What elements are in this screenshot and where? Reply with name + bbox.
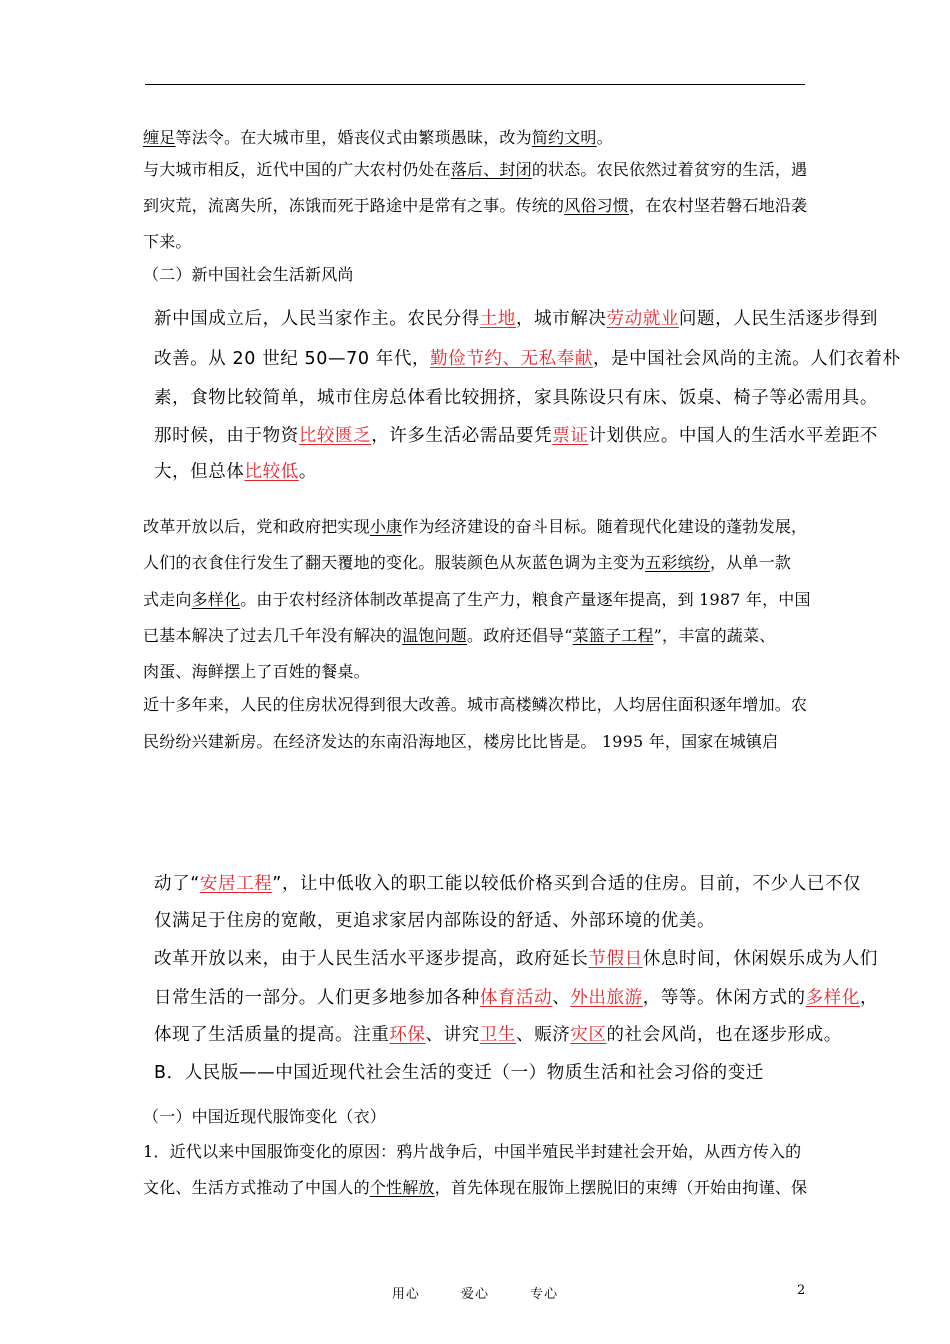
text-span: 到灾荒，流离失所，冻饿而死于路途中是常有之事。传统的 [143,196,565,215]
underlined-term: 风俗习惯 [564,196,630,215]
highlighted-term: 勤俭节约、无私奉献 [430,349,593,369]
text-line [143,160,807,180]
text-span: 仅满足于住房的宽敞，更追求家居内部陈设的舒适、外部环境的优美。 [154,911,716,931]
text-line [154,910,715,932]
header-rule [145,84,805,85]
text-span: ，从单一款 [710,553,792,572]
underlined-term: 缠足 [143,128,176,147]
text-span: （二）新中国社会生活新风尚 [143,265,354,284]
text-line [143,265,354,285]
underlined-term: 个性解放 [369,1178,435,1197]
text-span: 民纷纷兴建新房。在经济发达的东南沿海地区，楼房比比皆是。 1995 年，国家在城镇启 [143,732,779,751]
text-line [154,461,317,483]
text-span: 计划供应。中国人的生活水平差距不 [588,426,879,446]
text-line [143,590,811,610]
text-span: ， [859,988,879,1008]
underlined-term: 多样化 [191,590,241,609]
text-span: 、讲究 [425,1025,480,1045]
underlined-term: 落后、封闭 [450,160,532,179]
text-line [154,873,861,895]
text-span: 新中国成立后，人民当家作主。农民分得 [154,309,480,329]
text-span: 近十多年来，人民的住房状况得到很大改善。城市高楼鳞次栉比，人均居住面积逐年增加。农 [143,695,808,714]
text-span: ，许多生活必需品要凭 [371,426,553,446]
text-line [143,695,807,715]
text-line [143,517,807,537]
text-span: ，在农村坚若磐石地沿袭 [629,196,808,215]
text-span: 等法令。在大城市里，婚丧仪式由繁琐愚昧，改为 [175,128,532,147]
text-span: 改善。从 20 世纪 50—70 年代， [154,349,431,369]
underlined-term: 菜篮子工程 [572,626,654,645]
highlighted-term: 劳动就业 [606,309,679,329]
page-number: 2 [797,1283,806,1298]
text-span: ，城市解决 [516,309,607,329]
text-span: 大，但总体 [154,462,245,482]
footer-item: 爱心 [460,1287,489,1302]
text-line [143,196,807,216]
text-line [154,1024,842,1046]
text-span: 1．近代以来中国服饰变化的原因：鸦片战争后，中国半殖民半封建社会开始，从西方传入的 [143,1142,802,1161]
highlighted-term: 卫生 [479,1025,517,1045]
text-span: 改革开放以后，党和政府把实现 [143,517,370,536]
highlighted-term: 环保 [389,1025,426,1045]
text-span: 作为经济建设的奋斗目标。随着现代化建设的蓬勃发展， [402,517,808,536]
text-span: B．人民版——中国近现代社会生活的变迁（一）物质生活和社会习俗的变迁 [154,1063,764,1083]
highlighted-term: 票证 [552,426,589,446]
text-span: 体现了生活质量的提高。注重 [154,1025,390,1045]
text-line [154,1062,764,1084]
text-line [143,1178,807,1198]
text-line [143,232,192,252]
page-footer [0,1283,950,1302]
highlighted-term: 土地 [479,309,517,329]
highlighted-term: 比较匮乏 [298,426,372,446]
text-span: 人们的衣食住行发生了翻天覆地的变化。服装颜色从灰蓝色调为主变为 [143,553,646,572]
text-line [143,553,791,573]
text-span: 与大城市相反，近代中国的广大农村仍处在 [143,160,451,179]
text-line [143,626,775,646]
text-span: 。政府还倡导“ [467,626,573,645]
text-line [143,1142,801,1162]
text-line [154,308,878,330]
footer-item: 专心 [530,1287,559,1302]
text-span: ，首先体现在服饰上摆脱旧的束缚（开始由拘谨、保 [434,1178,808,1197]
text-line [154,948,878,970]
text-span: 素，食物比较简单，城市住房总体看比较拥挤，家具陈设只有床、饭桌、椅子等必需用具。 [154,388,878,408]
text-span: 已基本解决了过去几千年没有解决的 [143,626,403,645]
highlighted-term: 安居工程 [199,874,273,894]
highlighted-term: 体育活动 [479,988,553,1008]
text-span: 、赈济 [516,1025,571,1045]
text-span: 休息时间，休闲娱乐成为人们 [642,949,879,969]
text-span: ”，让中低收入的职工能以较低价格买到合适的住房。目前，不少人已不仅 [272,874,862,894]
text-span: ”，丰富的蔬菜、 [653,626,776,645]
text-span: （一）中国近现代服饰变化（衣） [143,1107,387,1126]
text-span: 的社会风尚，也在逐步形成。 [606,1025,842,1045]
text-span: 肉蛋、海鲜摆上了百姓的餐桌。 [143,662,370,681]
text-span: 问题，人民生活逐步得到 [678,309,879,329]
text-span: 日常生活的一部分。人们更多地参加各种 [154,988,480,1008]
text-span: ，等等。休闲方式的 [642,988,806,1008]
text-span: 式走向 [143,590,192,609]
underlined-term: 温饱问题 [402,626,468,645]
highlighted-term: 节假日 [588,949,643,969]
text-line [154,348,901,370]
highlighted-term: 外出旅游 [570,988,643,1008]
text-span: ，是中国社会风尚的主流。人们衣着朴 [592,349,901,369]
text-span: 动了“ [154,874,200,894]
text-span: 的状态。农民依然过着贫穷的生活，遇 [531,160,808,179]
text-line [143,128,613,148]
underlined-term: 小康 [369,517,403,536]
highlighted-term: 比较低 [244,462,299,482]
text-span: 。 [298,462,317,482]
text-span: 。 [596,128,613,147]
text-line [154,425,878,447]
highlighted-term: 多样化 [805,988,860,1008]
text-line [143,662,370,682]
underlined-term: 简约文明 [531,128,597,147]
text-line [154,987,878,1009]
text-line [143,732,778,752]
text-line [143,1107,386,1127]
text-span: 那时候，由于物资 [154,426,299,446]
text-line [154,387,878,409]
text-span: 文化、生活方式推动了中国人的 [143,1178,370,1197]
text-span: 、 [552,988,571,1008]
underlined-term: 五彩缤纷 [645,553,711,572]
text-span: 改革开放以来，由于人民生活水平逐步提高，政府延长 [154,949,589,969]
text-span: 。由于农村经济体制改革提高了生产力，粮食产量逐年提高，到 1987 年，中国 [240,590,811,609]
text-span: 下来。 [143,232,192,251]
footer-item: 用心 [391,1287,420,1302]
highlighted-term: 灾区 [570,1025,607,1045]
